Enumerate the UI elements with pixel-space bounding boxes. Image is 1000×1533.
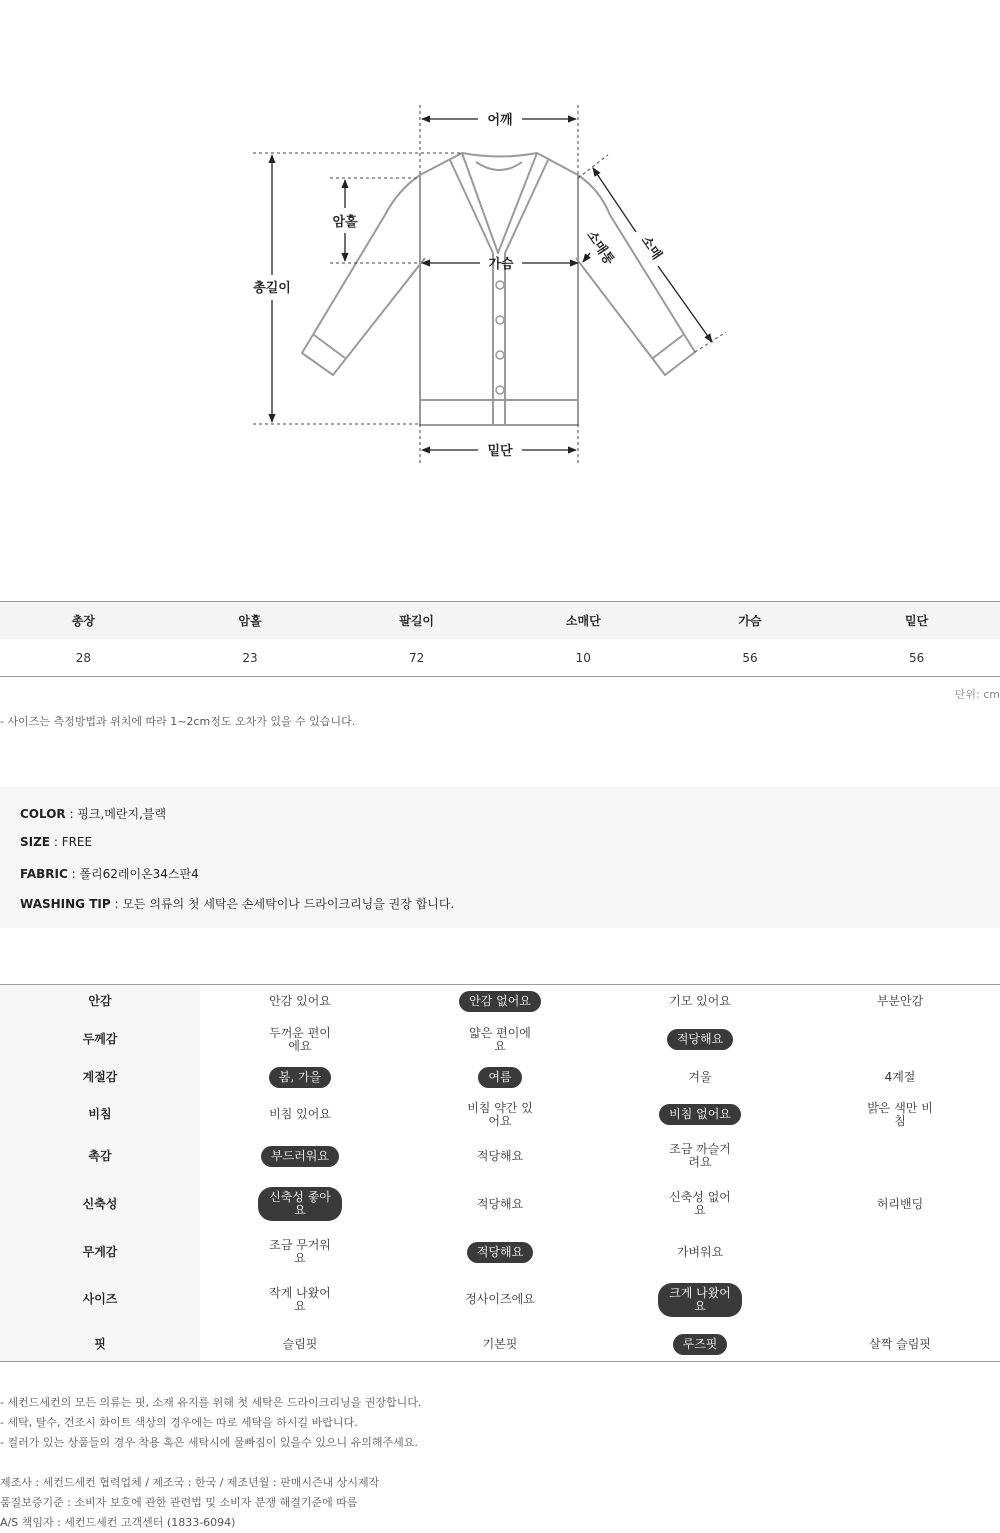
fit-option-selected: 적당해요 <box>667 1029 733 1050</box>
fit-option-cell <box>600 985 800 1019</box>
fit-option-cell <box>600 1273 800 1327</box>
fit-option-cell <box>200 1135 400 1177</box>
fit-option-cell <box>400 1177 600 1231</box>
label-sleeve-width: 소매통 <box>583 228 617 268</box>
fit-row <box>0 1327 1000 1361</box>
info-fabric <box>20 865 199 882</box>
buttons <box>496 281 504 394</box>
fit-option-cell <box>600 1094 800 1136</box>
size-table-row <box>0 639 1000 677</box>
fit-option: 겨울 <box>688 1069 712 1084</box>
fit-option-selected: 봄, 가을 <box>269 1067 331 1088</box>
fit-option-selected: 적당해요 <box>467 1242 533 1263</box>
fit-option-cell <box>400 1135 600 1177</box>
fit-option-selected: 비침 없어요 <box>659 1104 741 1125</box>
fit-option-cell <box>400 1094 600 1136</box>
fit-option: 얇은 편이에요 <box>469 1025 531 1053</box>
fit-option-cell <box>600 1327 800 1361</box>
info-washing-value: : 모든 의류의 첫 세탁은 손세탁이나 드라이크리닝을 권장 합니다. <box>110 897 455 911</box>
fit-option-cell <box>600 1231 800 1273</box>
fit-row <box>0 1273 1000 1327</box>
fit-row-label: 비침 <box>0 1094 200 1136</box>
size-value-cell: 23 <box>167 639 334 677</box>
size-table <box>0 601 1000 677</box>
fit-option-selected: 신축성 좋아요 <box>258 1187 342 1221</box>
info-size-label: SIZE <box>20 835 51 849</box>
label-sleeve: 소매 <box>637 233 665 263</box>
fit-option-cell <box>200 1231 400 1273</box>
button-4 <box>496 386 504 394</box>
fit-option: 허리밴딩 <box>876 1196 924 1211</box>
fit-option: 기본핏 <box>482 1336 518 1351</box>
info-color-value: : 핑크,메란지,블랙 <box>65 807 167 821</box>
care-note: - 세컨드세컨의 모든 의류는 핏, 소재 유지를 위해 첫 세탁은 드라이크리닝을 권장합니다. <box>0 1396 422 1409</box>
fit-option-cell <box>800 1019 1000 1061</box>
label-hem: 밑단 <box>487 444 513 459</box>
fit-option: 가벼워요 <box>676 1244 724 1259</box>
fit-option: 살짝 슬림핏 <box>869 1336 931 1351</box>
label-armhole: 암홀 <box>332 215 358 230</box>
label-chest: 가슴 <box>488 257 514 272</box>
fit-option-cell <box>400 1273 600 1327</box>
fit-option: 비침 있어요 <box>269 1107 331 1122</box>
fit-option-selected: 안감 없어요 <box>459 991 541 1012</box>
size-value-cell: 56 <box>667 639 834 677</box>
fit-option: 정사이즈에요 <box>465 1292 535 1307</box>
fit-option: 작게 나왔어요 <box>269 1285 331 1313</box>
info-fabric-value: : 폴리62레이온34스판4 <box>67 867 199 881</box>
care-note: - 세탁, 탈수, 건조시 화이트 색상의 경우에는 따로 세탁을 하시길 바랍니다. <box>0 1416 358 1429</box>
fit-option-cell <box>200 1177 400 1231</box>
fit-option-cell <box>200 1019 400 1061</box>
info-color <box>20 805 166 822</box>
size-header-cell: 암홀 <box>167 602 334 640</box>
fit-row <box>0 985 1000 1019</box>
size-note: - 사이즈는 측정방법과 위치에 따라 1~2cm정도 오차가 있을 수 있습니다. <box>0 715 356 728</box>
fit-option-cell <box>800 1327 1000 1361</box>
info-washing-label: WASHING TIP <box>20 897 111 911</box>
size-table-header <box>0 602 1000 640</box>
info-color-label: COLOR <box>20 807 66 821</box>
fit-option-cell <box>600 1060 800 1094</box>
fit-row-label: 신축성 <box>0 1177 200 1231</box>
unit-label: 단위: cm <box>954 688 1000 701</box>
fit-row-label: 사이즈 <box>0 1273 200 1327</box>
label-shoulder: 어깨 <box>487 113 513 128</box>
fit-row-label: 두께감 <box>0 1019 200 1061</box>
fit-row-label: 계절감 <box>0 1060 200 1094</box>
size-header-cell: 밑단 <box>833 602 1000 640</box>
fit-option-cell <box>400 1327 600 1361</box>
fit-option-selected: 부드러워요 <box>261 1146 339 1167</box>
fit-table <box>0 984 1000 1362</box>
fit-option-cell <box>200 1060 400 1094</box>
fit-option-selected: 여름 <box>478 1067 521 1088</box>
fit-option-cell <box>400 1060 600 1094</box>
fit-option: 조금 까슬거려요 <box>669 1142 731 1170</box>
fit-option: 조금 무거워요 <box>269 1238 331 1266</box>
label-total-length: 총길이 <box>253 281 291 296</box>
size-value-cell: 28 <box>0 639 167 677</box>
button-3 <box>496 351 504 359</box>
fit-option-cell <box>200 1094 400 1136</box>
guide-lines <box>253 105 726 466</box>
fit-option: 적당해요 <box>476 1148 524 1163</box>
size-header-cell: 팔길이 <box>333 602 500 640</box>
fit-option-cell <box>800 1231 1000 1273</box>
fit-option: 두꺼운 편이에요 <box>269 1025 331 1053</box>
size-value-cell: 10 <box>500 639 667 677</box>
maker-note: A/S 책임자 : 세컨드세컨 고객센터 (1833-6094) <box>0 1516 236 1529</box>
info-washing <box>20 895 454 912</box>
fit-option-cell <box>800 1273 1000 1327</box>
fit-option-cell <box>600 1135 800 1177</box>
size-value-cell: 72 <box>333 639 500 677</box>
product-info-box <box>0 787 1000 928</box>
fit-row-label: 무게감 <box>0 1231 200 1273</box>
fit-option: 신축성 없어요 <box>669 1190 731 1218</box>
fit-option-cell <box>400 1019 600 1061</box>
fit-row <box>0 1231 1000 1273</box>
fit-option-cell <box>200 985 400 1019</box>
info-fabric-label: FABRIC <box>20 867 68 881</box>
fit-option-cell <box>400 1231 600 1273</box>
fit-row <box>0 1019 1000 1061</box>
fit-option: 밝은 색만 비침 <box>867 1100 933 1128</box>
fit-option: 4계절 <box>884 1069 916 1084</box>
fit-option-cell <box>400 985 600 1019</box>
fit-option: 슬림핏 <box>282 1336 318 1351</box>
fit-row <box>0 1177 1000 1231</box>
fit-option-cell <box>800 985 1000 1019</box>
fit-row-label: 핏 <box>0 1327 200 1361</box>
size-header-cell: 총장 <box>0 602 167 640</box>
button-2 <box>496 316 504 324</box>
fit-row <box>0 1060 1000 1094</box>
fit-row <box>0 1094 1000 1136</box>
fit-option-cell <box>600 1177 800 1231</box>
fit-option-cell <box>200 1327 400 1361</box>
care-notes <box>0 1393 421 1453</box>
size-value-cell: 56 <box>833 639 1000 677</box>
fit-option: 안감 있어요 <box>269 994 331 1009</box>
fit-option: 비침 약간 있어요 <box>467 1100 533 1128</box>
fit-option-selected: 크게 나왔어요 <box>658 1283 742 1317</box>
button-1 <box>496 281 504 289</box>
measurement-diagram <box>0 0 1000 560</box>
fit-option: 적당해요 <box>476 1196 524 1211</box>
fit-option-cell <box>600 1019 800 1061</box>
fit-row-label: 촉감 <box>0 1135 200 1177</box>
fit-option-cell <box>800 1135 1000 1177</box>
info-size-value: : FREE <box>50 835 93 849</box>
size-header-cell: 소매단 <box>500 602 667 640</box>
fit-row-label: 안감 <box>0 985 200 1019</box>
size-header-cell: 가슴 <box>667 602 834 640</box>
fit-option-cell <box>800 1094 1000 1136</box>
fit-option-cell <box>800 1177 1000 1231</box>
fit-row <box>0 1135 1000 1177</box>
maker-notes <box>0 1473 379 1533</box>
maker-note: 품질보증기준 : 소비자 보호에 관한 관련법 및 소비자 분쟁 해결기준에 따름 <box>0 1496 358 1509</box>
fit-option: 부분안감 <box>876 994 924 1009</box>
info-size <box>20 835 92 849</box>
maker-note: 제조사 : 세컨드세컨 협력업체 / 제조국 : 한국 / 제조년월 : 판매시즌내 상시제작 <box>0 1476 380 1489</box>
fit-option-cell <box>200 1273 400 1327</box>
fit-option-selected: 루즈핏 <box>673 1334 728 1355</box>
fit-option-cell <box>800 1060 1000 1094</box>
fit-option: 기모 있어요 <box>669 994 731 1009</box>
care-note: - 컬러가 있는 상품들의 경우 착용 혹은 세탁시에 물빠짐이 있을수 있으니 유의해주세요. <box>0 1436 418 1449</box>
